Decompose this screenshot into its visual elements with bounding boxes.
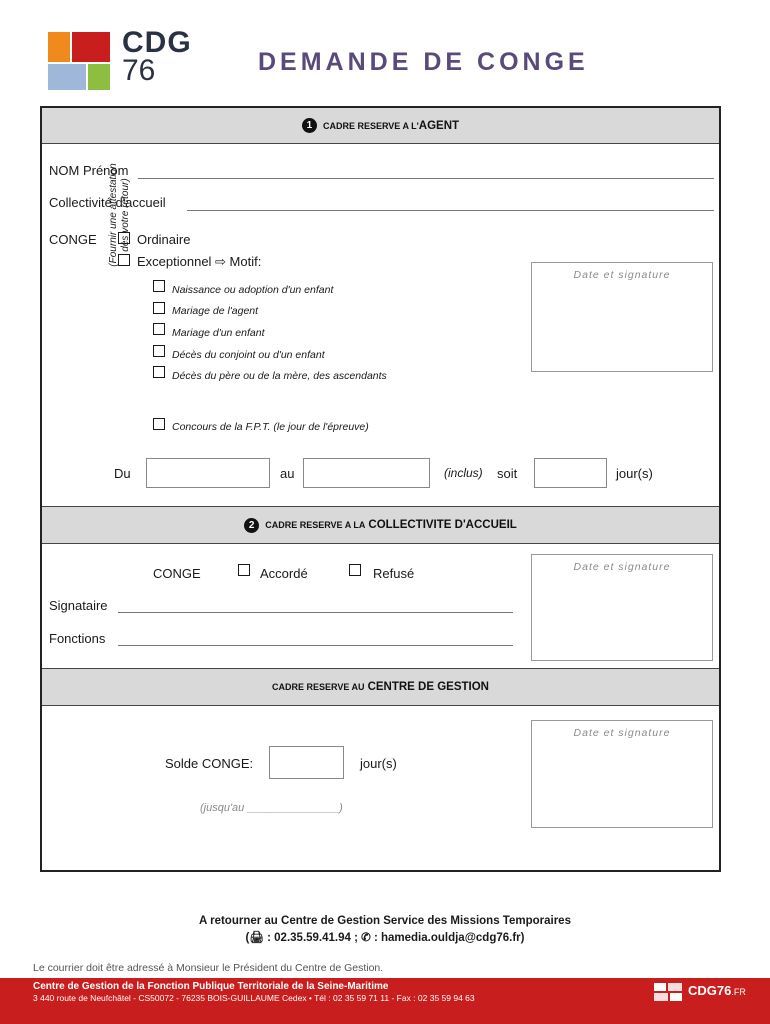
refuse-checkbox[interactable] bbox=[349, 564, 361, 576]
section-number-1: 1 bbox=[302, 118, 317, 133]
logo-green-square bbox=[88, 64, 110, 90]
concours-label: Concours de la F.P.T. (le jour de l'épreuve) bbox=[172, 421, 369, 433]
exceptionnel-label: Exceptionnel ⇨ Motif: bbox=[137, 254, 262, 269]
agent-signature-label: Date et signature bbox=[573, 269, 671, 281]
section-agent-title-prefix: CADRE RESERVE A L' bbox=[322, 120, 419, 131]
form-frame bbox=[40, 106, 721, 872]
section-collectivite-title: COLLECTIVITE D'ACCUEIL bbox=[368, 519, 517, 531]
section-agent-header bbox=[42, 108, 719, 144]
motif-mariage-agent-checkbox[interactable] bbox=[153, 302, 165, 314]
section-centre-title-prefix: CADRE RESERVE AU bbox=[272, 682, 365, 692]
collectivite-signature-box[interactable] bbox=[531, 554, 713, 661]
conge-label: CONGE bbox=[49, 232, 97, 247]
logo-blue-square bbox=[48, 64, 86, 90]
ordinaire-label: Ordinaire bbox=[137, 232, 191, 247]
return-instructions bbox=[0, 913, 770, 947]
footer-address: 3 440 route de Neufchâtel - CS50072 - 76235 BOIS-GUILLAUME Cedex • Tél : 02 35 59 71 11 - Fax : 02 35 59 94 63 bbox=[33, 993, 475, 1003]
centre-signature-box[interactable] bbox=[531, 720, 713, 828]
date-debut-input[interactable] bbox=[146, 458, 270, 488]
motif-naissance-label: Naissance ou adoption d'un enfant bbox=[172, 284, 334, 296]
return-line-1: A retourner au Centre de Gestion Service des Missions Temporaires bbox=[199, 915, 571, 927]
footer-logo-icon bbox=[654, 983, 682, 1001]
logo-orange-square bbox=[48, 32, 70, 62]
fonctions-label: Fonctions bbox=[49, 631, 106, 646]
signataire-label: Signataire bbox=[49, 598, 108, 613]
du-label: Du bbox=[114, 466, 131, 481]
collectivite-label: Collectivité d'accueil bbox=[49, 195, 166, 210]
nombre-jours-input[interactable] bbox=[534, 458, 607, 488]
motif-deces-pere-label: Décès du père ou de la mère, des ascendants bbox=[172, 370, 387, 382]
accorde-label: Accordé bbox=[260, 566, 308, 581]
footer-logo bbox=[654, 982, 764, 1002]
au-label: au bbox=[280, 466, 295, 481]
section-collectivite-header bbox=[42, 506, 719, 544]
solde-conge-input[interactable] bbox=[269, 746, 344, 779]
refuse-label: Refusé bbox=[373, 566, 415, 581]
section-centre-gestion-header bbox=[42, 668, 719, 706]
nom-prenom-field[interactable] bbox=[138, 178, 714, 179]
section-collectivite-title-prefix: CADRE RESERVE A LA bbox=[265, 520, 366, 530]
motif-deces-pere-checkbox[interactable] bbox=[153, 366, 165, 378]
soit-label: soit bbox=[497, 466, 518, 481]
motif-mariage-agent-label: Mariage de l'agent bbox=[172, 305, 259, 317]
nom-prenom-label: NOM Prénom bbox=[49, 163, 129, 178]
fonctions-field[interactable] bbox=[118, 645, 513, 646]
collectivite-signature-label: Date et signature bbox=[573, 561, 671, 573]
accorde-checkbox[interactable] bbox=[238, 564, 250, 576]
logo-text-cdg: CDG bbox=[122, 26, 192, 59]
section-agent-title: AGENT bbox=[418, 119, 460, 132]
signataire-field[interactable] bbox=[118, 612, 513, 613]
solde-conge-label: Solde CONGE: bbox=[165, 756, 254, 771]
collectivite-field[interactable] bbox=[187, 210, 714, 211]
logo-text-76: 76 bbox=[122, 54, 156, 87]
motif-mariage-enfant-checkbox[interactable] bbox=[153, 323, 165, 335]
centre-signature-label: Date et signature bbox=[573, 727, 671, 739]
return-line-2: (🖨 : 02.35.59.41.94 ; ✆ : hamedia.ouldja@cdg76.fr) bbox=[245, 932, 525, 944]
motif-deces-conjoint-label: Décès du conjoint ou d'un enfant bbox=[172, 349, 325, 361]
agent-signature-box[interactable] bbox=[531, 262, 713, 372]
motif-naissance-checkbox[interactable] bbox=[153, 280, 165, 292]
logo-red-square bbox=[72, 32, 110, 62]
footer-band bbox=[0, 978, 770, 1024]
document-title: DEMANDE DE CONGE bbox=[258, 48, 589, 76]
conge-decision-label: CONGE bbox=[153, 566, 201, 581]
jusquau-label: (jusqu'au _______________) bbox=[200, 802, 343, 814]
motif-mariage-enfant-label: Mariage d'un enfant bbox=[172, 327, 265, 339]
section-centre-title: CENTRE DE GESTION bbox=[367, 681, 489, 693]
jours-label: jour(s) bbox=[616, 466, 653, 481]
footer-logo-text: CDG76.FR bbox=[688, 983, 746, 998]
motif-deces-conjoint-checkbox[interactable] bbox=[153, 345, 165, 357]
solde-jours-label: jour(s) bbox=[360, 756, 397, 771]
date-fin-input[interactable] bbox=[303, 458, 430, 488]
cdg76-logo bbox=[48, 26, 198, 94]
concours-checkbox[interactable] bbox=[153, 418, 165, 430]
section-number-2: 2 bbox=[244, 518, 259, 533]
inclus-label: (inclus) bbox=[444, 466, 483, 480]
footer-organisation: Centre de Gestion de la Fonction Publique Territoriale de la Seine-Maritime bbox=[33, 981, 389, 992]
courrier-notice: Le courrier doit être adressé à Monsieur le Président du Centre de Gestion. bbox=[33, 962, 384, 974]
attestation-note: (Fournir une attestation dès votre retour) bbox=[108, 163, 131, 267]
